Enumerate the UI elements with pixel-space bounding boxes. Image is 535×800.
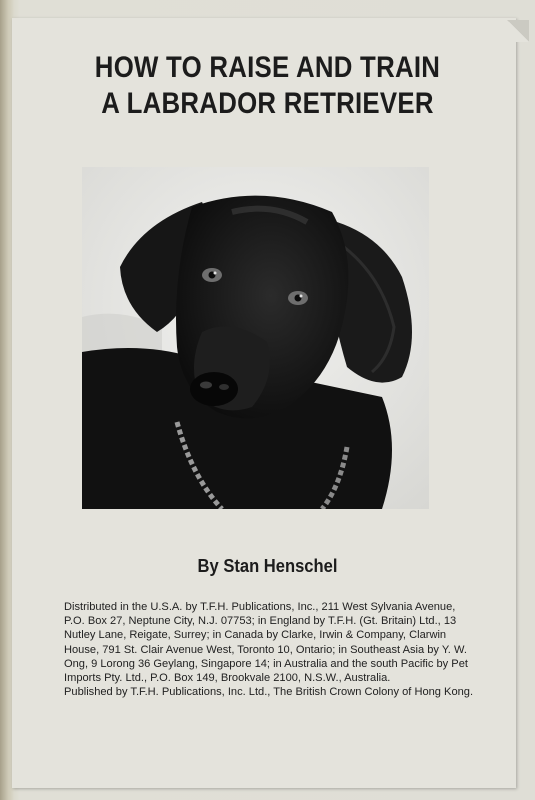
author-byline: By Stan Henschel — [197, 556, 338, 576]
book-title — [37, 50, 497, 122]
folded-corner — [507, 20, 529, 42]
publisher-statement: Published by T.F.H. Publications, Inc. Ltd., The British Crown Colony of Hong Kong. — [64, 686, 474, 699]
labrador-portrait-icon — [82, 167, 429, 509]
dog-photo — [82, 167, 429, 509]
imprint-block — [64, 600, 474, 699]
book-title-line-1: HOW TO RAISE AND TRAIN — [94, 51, 441, 84]
distribution-statement: Distributed in the U.S.A. by T.F.H. Publications, Inc., 211 West Sylvania Avenue, P.O. Box 27, Neptune City, N.J. 07753; in England by T.F.H. (Gt. Britain) Ltd., 13 Nutley Lane, Reigate, Surrey; in Canada by Clarke, Irwin & Company, Clarwin House, 791 St. Clair Avenue West, Toronto 10, Ontario; in Southeast Asia by Y. W. Ong, 9 Lorong 36 Geylang, Singapore 14; in Australia and the south Pacific by Pet Imports Pty. Ltd., P.O. Box 149, Brookvale 2100, N.S.W., Australia. — [64, 601, 468, 685]
book-title-line-2: A LABRADOR RETRIEVER — [101, 87, 434, 120]
